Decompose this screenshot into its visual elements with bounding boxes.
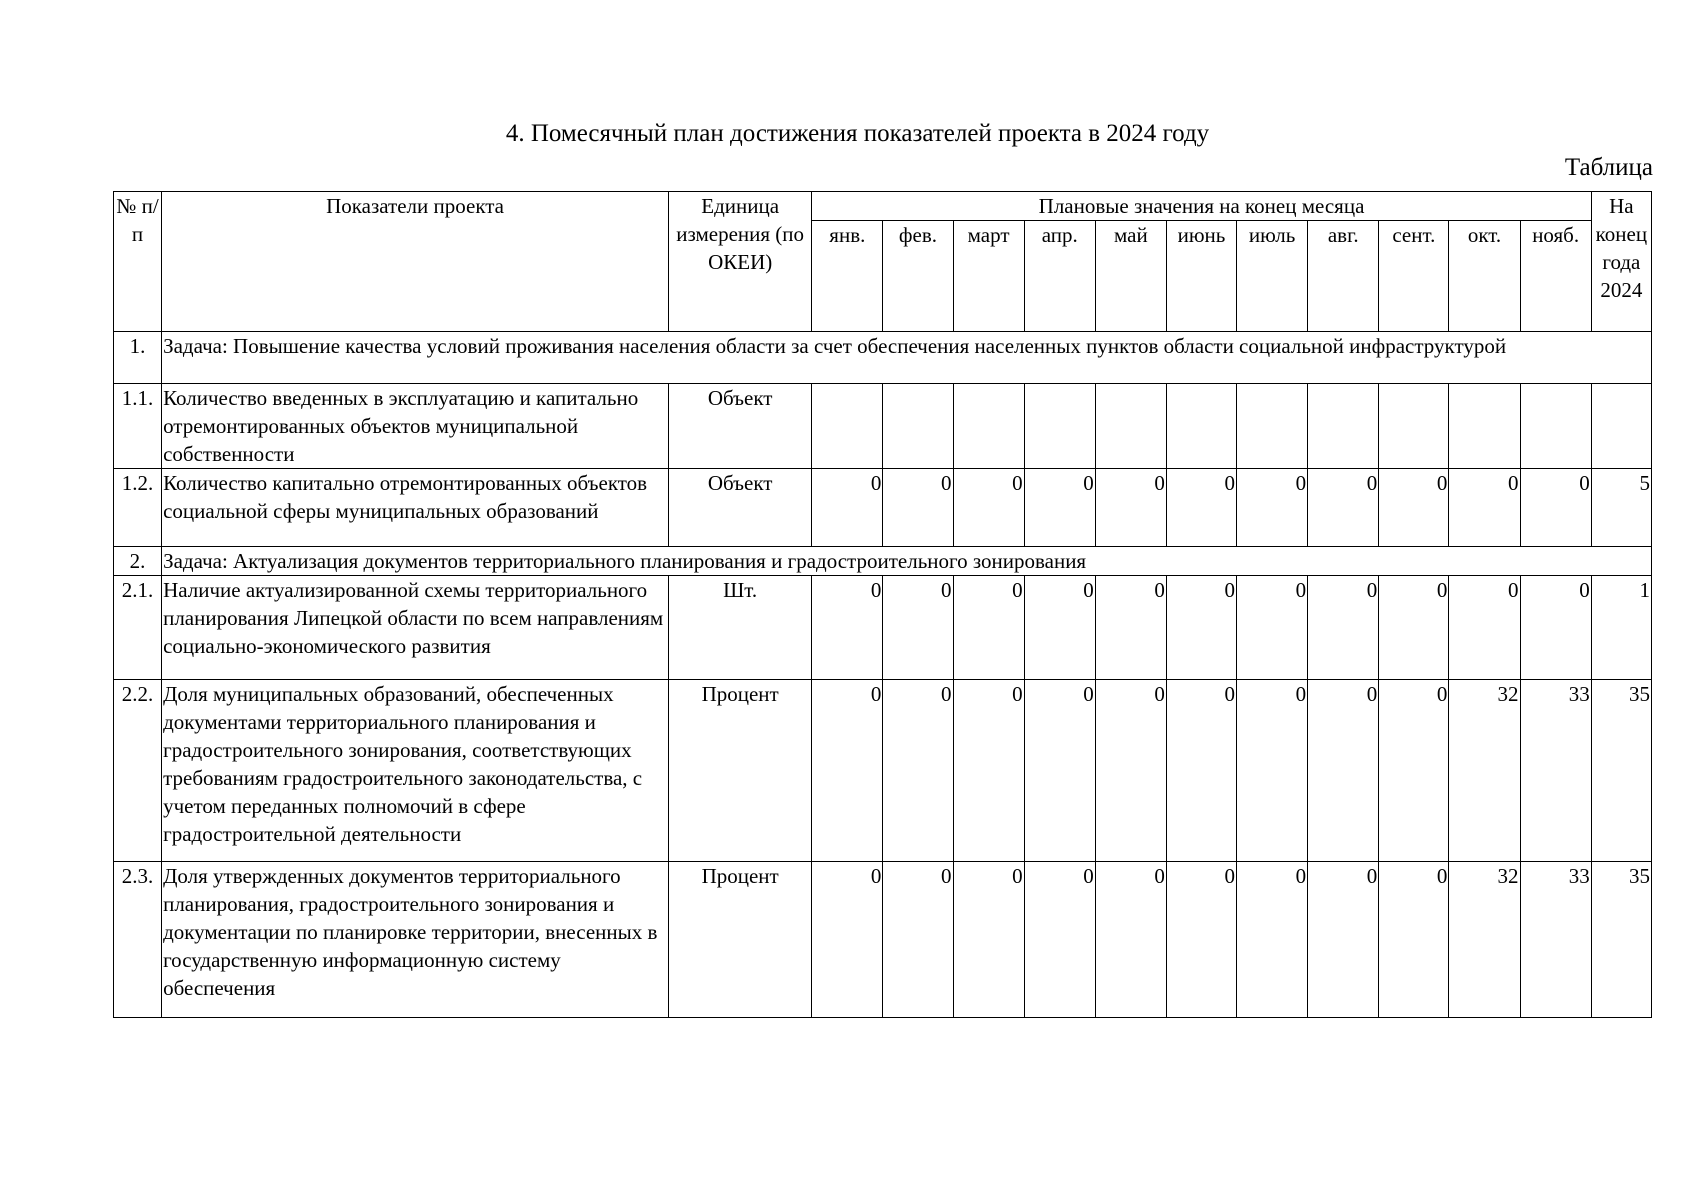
month-value: [1520, 384, 1591, 469]
task-text: Задача: Повышение качества условий проживания населения области за счет обеспечения населенных пунктов области социальной инфраструктурой: [162, 332, 1652, 384]
header-month: май: [1095, 221, 1166, 332]
indicator-number: 2.2.: [114, 680, 162, 862]
month-value: 0: [953, 680, 1024, 862]
month-value: [812, 384, 883, 469]
month-value: 0: [1379, 469, 1449, 547]
task-number: 1.: [114, 332, 162, 384]
year-end-value: 1: [1591, 576, 1651, 680]
table-label: Таблица: [1564, 154, 1653, 181]
header-unit: Единица измерения (по ОКЕИ): [669, 192, 812, 332]
month-value: [883, 384, 953, 469]
year-end-value: 35: [1591, 680, 1651, 862]
document-title: [0, 119, 1697, 149]
month-value: 32: [1449, 680, 1520, 862]
indicator-unit: Процент: [669, 862, 812, 1018]
month-value: 0: [883, 680, 953, 862]
month-value: [1166, 384, 1236, 469]
header-indicator: Показатели проекта: [162, 192, 669, 332]
month-value: 0: [1024, 576, 1095, 680]
month-value: 0: [812, 680, 883, 862]
month-value: 0: [1308, 680, 1379, 862]
indicator-unit: Шт.: [669, 576, 812, 680]
header-month: апр.: [1024, 221, 1095, 332]
indicator-name: Наличие актуализированной схемы территориального планирования Липецкой области по всем направлениям социально-экономического развития: [162, 576, 669, 680]
month-value: 0: [1237, 576, 1308, 680]
indicator-unit: Объект: [669, 384, 812, 469]
month-value: [1024, 384, 1095, 469]
month-value: 0: [1024, 680, 1095, 862]
month-value: 0: [1308, 469, 1379, 547]
month-value: 0: [883, 469, 953, 547]
month-value: [1095, 384, 1166, 469]
month-value: 32: [1449, 862, 1520, 1018]
month-value: [1449, 384, 1520, 469]
indicator-row: [114, 680, 1652, 862]
month-value: 0: [883, 576, 953, 680]
month-value: 0: [1095, 469, 1166, 547]
month-value: 0: [1237, 680, 1308, 862]
indicator-name: Доля муниципальных образований, обеспеченных документами территориального планирования и градостроительного зонирования, соответствующих требованиям градостроительного законодательства, с учетом переданных полномочий в сфере градостроительной деятельности: [162, 680, 669, 862]
month-value: 0: [1379, 576, 1449, 680]
indicator-unit: Объект: [669, 469, 812, 547]
header-month: окт.: [1449, 221, 1520, 332]
indicator-name: Доля утвержденных документов территориального планирования, градостроительного зонирования и документации по планировке территории, внесенных в государственную информационную систему обеспечения: [162, 862, 669, 1018]
indicator-number: 1.1.: [114, 384, 162, 469]
month-value: 0: [1520, 576, 1591, 680]
month-value: 0: [1449, 469, 1520, 547]
header-num: № п/п: [114, 192, 162, 332]
indicator-row: [114, 862, 1652, 1018]
month-value: [1237, 384, 1308, 469]
month-value: [953, 384, 1024, 469]
indicator-name: Количество введенных в эксплуатацию и капитально отремонтированных объектов муниципальной собственности: [162, 384, 669, 469]
month-value: [1308, 384, 1379, 469]
month-value: 33: [1520, 680, 1591, 862]
month-value: 0: [1095, 862, 1166, 1018]
month-value: 0: [953, 576, 1024, 680]
header-month: июнь: [1166, 221, 1236, 332]
task-number: 2.: [114, 547, 162, 576]
month-value: 0: [1449, 576, 1520, 680]
indicator-number: 1.2.: [114, 469, 162, 547]
task-row: [114, 547, 1652, 576]
header-planned-values: Плановые значения на конец месяца: [812, 192, 1592, 221]
header-month: март: [953, 221, 1024, 332]
indicator-unit: Процент: [669, 680, 812, 862]
month-value: 0: [1166, 469, 1236, 547]
year-end-value: 35: [1591, 862, 1651, 1018]
month-value: 0: [953, 862, 1024, 1018]
indicator-name: Количество капитально отремонтированных объектов социальной сферы муниципальных образований: [162, 469, 669, 547]
month-value: 0: [1308, 576, 1379, 680]
header-month: сент.: [1379, 221, 1449, 332]
month-value: 0: [1166, 576, 1236, 680]
document-title-text: 4. Помесячный план достижения показателей проекта в 2024 году: [505, 120, 1210, 147]
month-value: 0: [1379, 680, 1449, 862]
month-value: 0: [812, 576, 883, 680]
month-value: 0: [1095, 680, 1166, 862]
header-month: авг.: [1308, 221, 1379, 332]
header-month: нояб.: [1520, 221, 1591, 332]
month-value: 0: [1520, 469, 1591, 547]
year-end-value: 5: [1591, 469, 1651, 547]
month-value: 0: [1024, 469, 1095, 547]
month-value: 0: [1024, 862, 1095, 1018]
indicator-row: [114, 384, 1652, 469]
month-value: 0: [1237, 469, 1308, 547]
task-text: Задача: Актуализация документов территориального планирования и градостроительного зонирования: [162, 547, 1652, 576]
month-value: 0: [812, 862, 883, 1018]
month-value: 33: [1520, 862, 1591, 1018]
header-month: июль: [1237, 221, 1308, 332]
monthly-plan-table: [113, 191, 1652, 1018]
month-value: 0: [1166, 680, 1236, 862]
header-year-end: На конец года 2024: [1591, 192, 1651, 332]
month-value: 0: [812, 469, 883, 547]
task-row: [114, 332, 1652, 384]
header-month: янв.: [812, 221, 883, 332]
month-value: 0: [1095, 576, 1166, 680]
month-value: 0: [953, 469, 1024, 547]
indicator-number: 2.3.: [114, 862, 162, 1018]
year-end-value: [1591, 384, 1651, 469]
indicator-row: [114, 576, 1652, 680]
month-value: [1379, 384, 1449, 469]
month-value: 0: [1166, 862, 1236, 1018]
month-value: 0: [1237, 862, 1308, 1018]
indicator-number: 2.1.: [114, 576, 162, 680]
month-value: 0: [883, 862, 953, 1018]
month-value: 0: [1308, 862, 1379, 1018]
indicator-row: [114, 469, 1652, 547]
header-month: фев.: [883, 221, 953, 332]
month-value: 0: [1379, 862, 1449, 1018]
